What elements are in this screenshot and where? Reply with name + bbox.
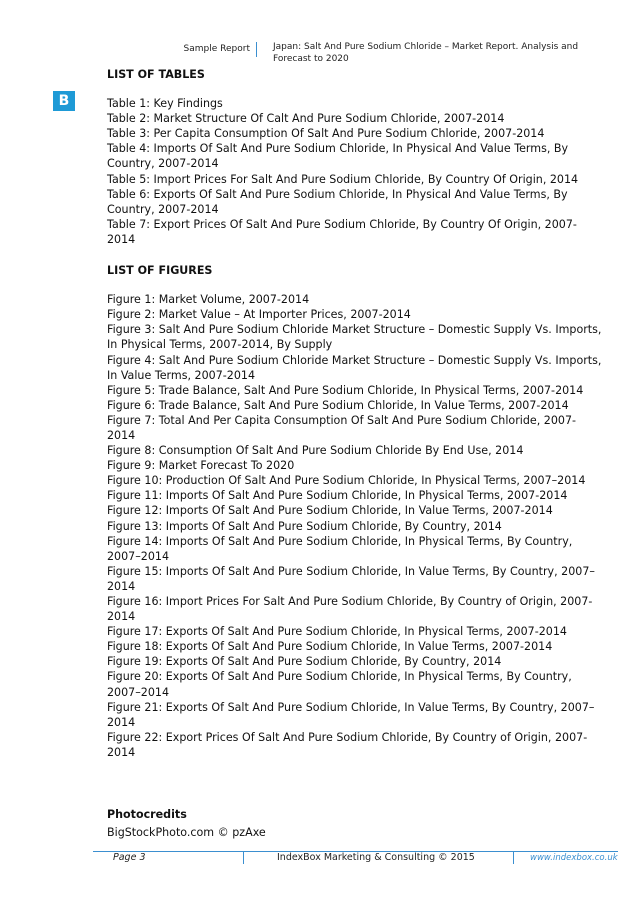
figure-list-item: Figure 19: Exports Of Salt And Pure Sodium Chloride, By Country, 2014 bbox=[107, 655, 502, 669]
figure-list-item: Figure 17: Exports Of Salt And Pure Sodium Chloride, In Physical Terms, 2007-2014 bbox=[107, 625, 567, 639]
figure-list-item: Figure 3: Salt And Pure Sodium Chloride Market Structure – Domestic Supply Vs. Imports, In Physical Terms, 2007-2014, By Supply bbox=[107, 323, 602, 352]
figure-list-item: Figure 15: Imports Of Salt And Pure Sodium Chloride, In Value Terms, By Country, 2007–2014 bbox=[107, 564, 595, 593]
figures-list bbox=[107, 292, 602, 760]
figure-list-item: Figure 12: Imports Of Salt And Pure Sodium Chloride, In Value Terms, 2007-2014 bbox=[107, 504, 553, 518]
header-title: Japan: Salt And Pure Sodium Chloride – Market Report. Analysis and Forecast to 2020 bbox=[273, 42, 579, 64]
figure-list-item: Figure 6: Trade Balance, Salt And Pure Sodium Chloride, In Value Terms, 2007-2014 bbox=[107, 398, 569, 412]
table-list-item: Table 6: Exports Of Salt And Pure Sodium Chloride, In Physical And Value Terms, By Country, 2007-2014 bbox=[107, 187, 568, 216]
footer-company: IndexBox Marketing & Consulting © 2015 bbox=[277, 852, 475, 863]
figure-list-item: Figure 1: Market Volume, 2007-2014 bbox=[107, 293, 310, 307]
footer-divider bbox=[513, 851, 514, 864]
table-list-item: Table 7: Export Prices Of Salt And Pure Sodium Chloride, By Country Of Origin, 2007-2014 bbox=[107, 217, 577, 246]
table-list-item: Table 2: Market Structure Of Calt And Pure Sodium Chloride, 2007-2014 bbox=[107, 112, 505, 126]
tables-list bbox=[107, 96, 602, 247]
figure-list-item: Figure 4: Salt And Pure Sodium Chloride Market Structure – Domestic Supply Vs. Imports, In Value Terms, 2007-2014 bbox=[107, 353, 602, 382]
figure-list-item: Figure 10: Production Of Salt And Pure Sodium Chloride, In Physical Terms, 2007–2014 bbox=[107, 474, 586, 488]
figure-list-item: Figure 8: Consumption Of Salt And Pure Sodium Chloride By End Use, 2014 bbox=[107, 444, 524, 458]
figure-list-item: Figure 11: Imports Of Salt And Pure Sodium Chloride, In Physical Terms, 2007-2014 bbox=[107, 489, 568, 503]
list-of-figures-heading: LIST OF FIGURES bbox=[107, 264, 213, 278]
figure-list-item: Figure 13: Imports Of Salt And Pure Sodium Chloride, By Country, 2014 bbox=[107, 519, 502, 533]
list-of-tables-heading: LIST OF TABLES bbox=[107, 68, 205, 81]
table-list-item: Table 3: Per Capita Consumption Of Salt And Pure Sodium Chloride, 2007-2014 bbox=[107, 127, 545, 141]
figure-list-item: Figure 14: Imports Of Salt And Pure Sodium Chloride, In Physical Terms, By Country, 2007–2014 bbox=[107, 534, 573, 563]
photocredits-heading: Photocredits bbox=[107, 808, 187, 822]
figure-list-item: Figure 18: Exports Of Salt And Pure Sodium Chloride, In Value Terms, 2007-2014 bbox=[107, 640, 553, 654]
table-list-item: Table 5: Import Prices For Salt And Pure Sodium Chloride, By Country Of Origin, 2014 bbox=[107, 172, 579, 186]
footer-url-link[interactable]: www.indexbox.co.uk bbox=[530, 853, 618, 863]
figure-list-item: Figure 21: Exports Of Salt And Pure Sodium Chloride, In Value Terms, By Country, 2007–2014 bbox=[107, 700, 595, 729]
figure-list-item: Figure 5: Trade Balance, Salt And Pure Sodium Chloride, In Physical Terms, 2007-2014 bbox=[107, 383, 584, 397]
figure-list-item: Figure 9: Market Forecast To 2020 bbox=[107, 459, 295, 473]
table-list-item: Table 4: Imports Of Salt And Pure Sodium Chloride, In Physical And Value Terms, By Country, 2007-2014 bbox=[107, 142, 569, 171]
header-divider bbox=[256, 42, 257, 57]
table-list-item: Table 1: Key Findings bbox=[107, 97, 223, 111]
header-label: Sample Report bbox=[183, 44, 250, 54]
figure-list-item: Figure 22: Export Prices Of Salt And Pure Sodium Chloride, By Country of Origin, 2007-2014 bbox=[107, 730, 588, 759]
figure-list-item: Figure 7: Total And Per Capita Consumption Of Salt And Pure Sodium Chloride, 2007-2014 bbox=[107, 413, 577, 442]
footer-divider bbox=[243, 851, 244, 864]
figure-list-item: Figure 2: Market Value – At Importer Prices, 2007-2014 bbox=[107, 308, 411, 322]
figure-list-item: Figure 16: Import Prices For Salt And Pure Sodium Chloride, By Country of Origin, 2007-2014 bbox=[107, 595, 593, 624]
footer-page-number: Page 3 bbox=[113, 852, 146, 863]
photocredits-text: BigStockPhoto.com © pzAxe bbox=[107, 826, 266, 840]
indexbox-logo-icon: B bbox=[53, 91, 75, 111]
figure-list-item: Figure 20: Exports Of Salt And Pure Sodium Chloride, In Physical Terms, By Country, 2007–2014 bbox=[107, 670, 572, 699]
document-body bbox=[107, 67, 602, 840]
